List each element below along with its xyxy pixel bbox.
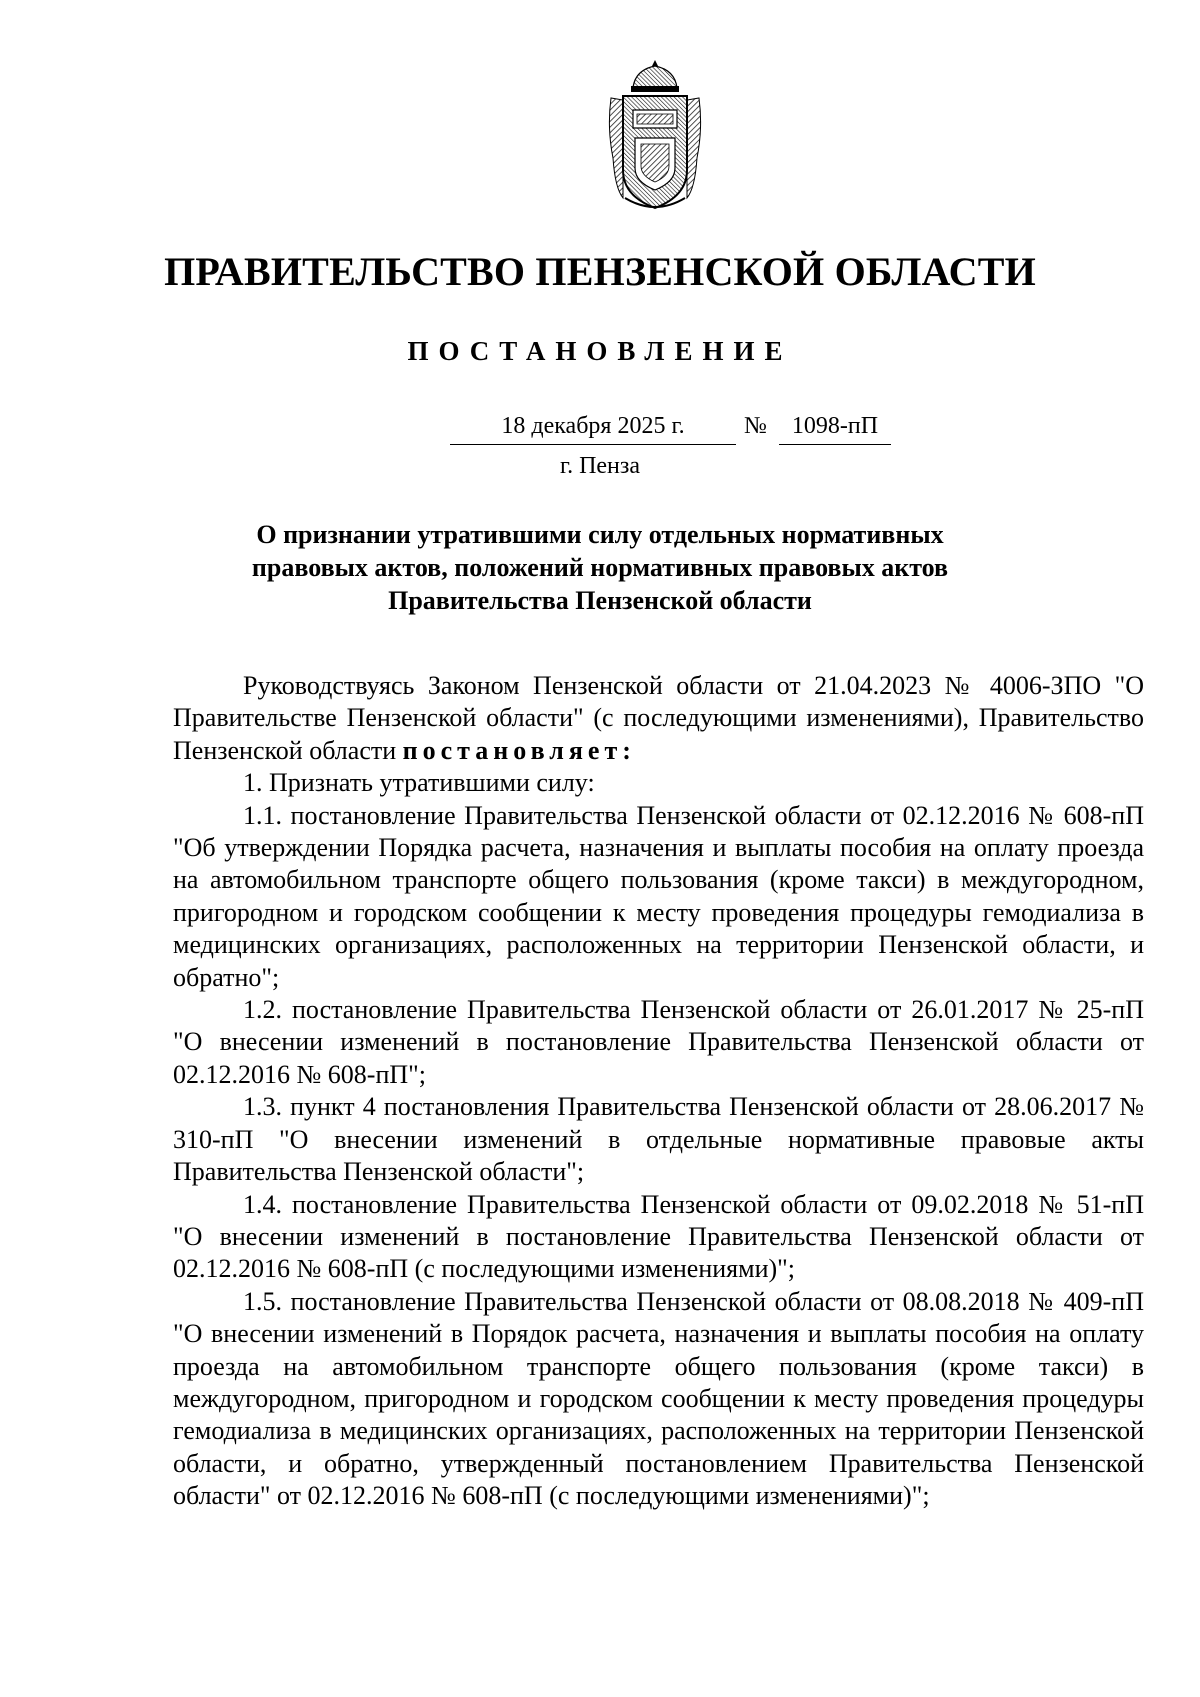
document-date: 18 декабря 2025 г. [450, 410, 736, 445]
number-sign: № [744, 413, 767, 439]
document-subject [230, 518, 970, 617]
item-1: 1. Признать утратившими силу: [243, 768, 595, 798]
city: г. Пенза [559, 453, 641, 479]
subject-line-1: О признании утратившими силу отдельных нормативных [256, 520, 944, 549]
subject-line-3: Правительства Пензенской области [388, 586, 812, 615]
preamble-paragraph [173, 670, 1144, 767]
item-1-1: 1.1. постановление Правительства Пензенской области от 02.12.2016 № 608-пП "Об утверждении Порядка расчета, назначения и выплаты пособия на оплату проезда на автомобильном транспорте общего пользования (кроме такси) в междугородном, пригородном и городском сообщении к месту проведения процедуры гемодиализа в медицинских организациях, расположенных на территории Пензенской области, и обратно"; [173, 800, 1144, 992]
item-1-2: 1.2. постановление Правительства Пензенской области от 26.01.2017 № 25-пП "О внесении изменений в постановление Правительства Пензенской области от 02.12.2016 № 608-пП"; [173, 995, 1144, 1089]
item-1-4: 1.4. постановление Правительства Пензенской области от 09.02.2018 № 51-пП "О внесении изменений в постановление Правительства Пензенской области от 02.12.2016 № 608-пП (с последующими изменениями)"; [173, 1189, 1144, 1284]
preamble-text: Руководствуясь Законом Пензенской области от 21.04.2023 № 4006-ЗПО "О Правительстве Пензенской области" (с последующими изменениями), Правительство Пензенской области [173, 671, 1144, 765]
resolves-word: постановляет: [402, 735, 636, 765]
document-type: ПОСТАНОВЛЕНИЕ [407, 336, 793, 366]
coat-of-arms-emblem [605, 58, 705, 213]
item-1-5: 1.5. постановление Правительства Пензенской области от 08.08.2018 № 409-пП "О внесении изменений в Порядок расчета, назначения и выплаты пособия на оплату проезда на автомобильном транспорте общего пользования (кроме такси) в междугородном, пригородном и городском сообщении к месту проведения процедуры гемодиализа в медицинских организациях, расположенных на территории Пензенской области, и обратно, утвержденный постановлением Правительства Пензенской области" от 02.12.2016 № 608-пП (с последующими изменениями)"; [173, 1286, 1144, 1511]
document-number: 1098-пП [779, 410, 891, 445]
document-body [173, 670, 1144, 1513]
organization-title: ПРАВИТЕЛЬСТВО ПЕНЗЕНСКОЙ ОБЛАСТИ [164, 249, 1036, 294]
item-1-3: 1.3. пункт 4 постановления Правительства Пензенской области от 28.06.2017 № 310-пП "О внесении изменений в отдельные нормативные правовые акты Правительства Пензенской области"; [173, 1092, 1144, 1187]
subject-line-2: правовых актов, положений нормативных правовых актов [251, 553, 949, 582]
